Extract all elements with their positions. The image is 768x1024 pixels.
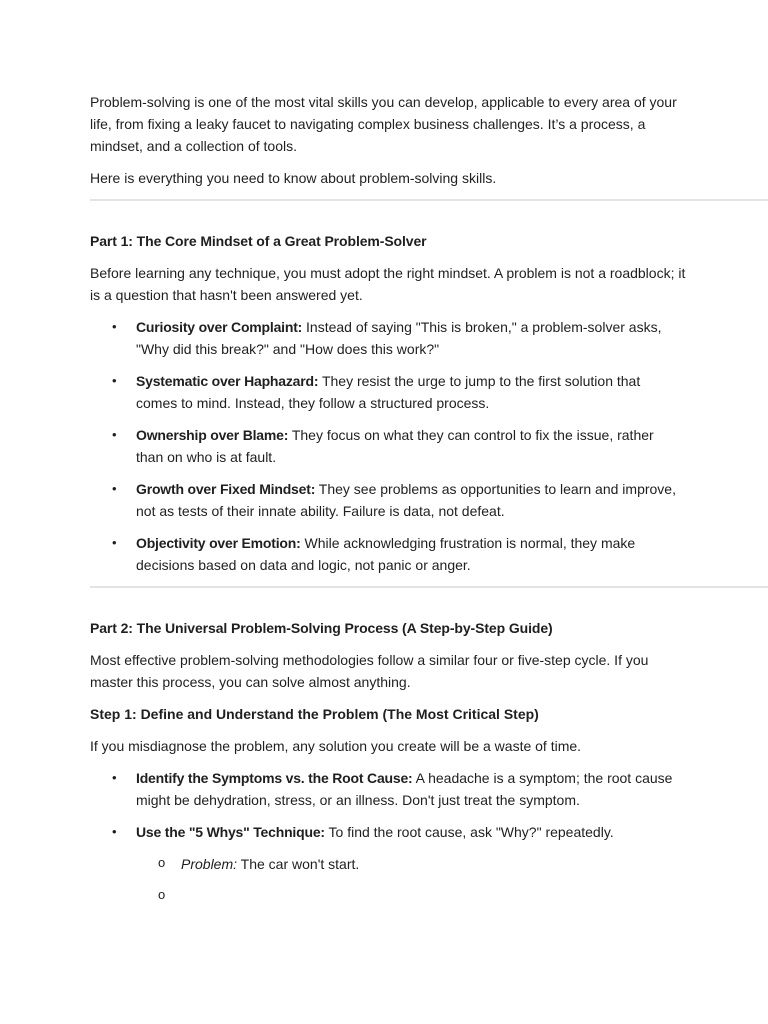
list-item: [90, 821, 680, 843]
bullet-icon: •: [112, 427, 117, 442]
step1-heading: Step 1: Define and Understand the Problem (The Most Critical Step): [90, 706, 539, 722]
bullet-icon: •: [112, 319, 117, 334]
item-text: To find the root cause, ask "Why?" repeatedly.: [324, 824, 614, 840]
item-term: Curiosity over Complaint:: [136, 319, 303, 335]
step1-list: [90, 767, 690, 843]
item-text: A headache is a symptom; the root cause might be dehydration, stress, or an illness. Don't just treat the symptom.: [136, 770, 673, 808]
section-divider: [90, 586, 768, 588]
item-term: Growth over Fixed Mindset:: [136, 481, 316, 497]
sub-item-text: The car won't start.: [237, 856, 360, 872]
step1-intro: If you misdiagnose the problem, any solution you create will be a waste of time.: [90, 738, 582, 754]
item-term: Use the "5 Whys" Technique:: [136, 824, 325, 840]
list-item: [90, 370, 680, 414]
item-text: While acknowledging frustration is normal, they make decisions based on data and logic, not panic or anger.: [136, 535, 636, 573]
list-item: [90, 316, 680, 360]
bullet-icon: •: [112, 824, 117, 839]
part2-intro: Most effective problem-solving methodologies follow a similar four or five-step cycle. If you master this process, you can solve almost anything.: [90, 652, 649, 690]
bullet-icon: •: [112, 535, 117, 550]
sub-list-item: [90, 853, 690, 875]
sub-item-label: Problem:: [181, 856, 238, 872]
list-item: [90, 478, 680, 522]
part1-intro: Before learning any technique, you must adopt the right mindset. A problem is not a roadblock; it is a question that hasn't been answered yet.: [90, 265, 686, 303]
intro-paragraph: Problem-solving is one of the most vital skills you can develop, applicable to every area of your life, from fixing a leaky faucet to navigating complex business challenges. It’s a process, a mindset, and a collection of tools.: [90, 94, 677, 154]
sub-list-item: [90, 885, 690, 907]
item-text: They see problems as opportunities to learn and improve, not as tests of their innate ability. Failure is data, not defeat.: [136, 481, 676, 519]
section-divider: [90, 199, 768, 201]
part2-heading: Part 2: The Universal Problem-Solving Process (A Step-by-Step Guide): [90, 620, 553, 636]
item-term: Identify the Symptoms vs. the Root Cause:: [136, 770, 413, 786]
list-item: [90, 424, 680, 468]
list-item: [90, 532, 680, 576]
item-text: They focus on what they can control to fix the issue, rather than on who is at fault.: [136, 427, 654, 465]
item-term: Ownership over Blame:: [136, 427, 289, 443]
bullet-icon: •: [112, 770, 117, 785]
bullet-icon: •: [112, 481, 117, 496]
item-text: They resist the urge to jump to the first solution that comes to mind. Instead, they follow a structured process.: [136, 373, 641, 411]
mindset-list: [90, 316, 690, 576]
list-item: [90, 767, 680, 811]
circle-bullet-icon: o: [158, 855, 166, 870]
item-term: Objectivity over Emotion:: [136, 535, 301, 551]
circle-bullet-icon: o: [158, 887, 166, 902]
item-text: Instead of saying "This is broken," a problem-solver asks, "Why did this break?" and "How does this work?": [136, 319, 662, 357]
intro-summary: Here is everything you need to know about problem-solving skills.: [90, 170, 497, 186]
part1-heading: Part 1: The Core Mindset of a Great Problem-Solver: [90, 233, 427, 249]
document-body: [90, 91, 690, 917]
item-term: Systematic over Haphazard:: [136, 373, 319, 389]
bullet-icon: •: [112, 373, 117, 388]
five-whys-sublist: [90, 853, 690, 907]
